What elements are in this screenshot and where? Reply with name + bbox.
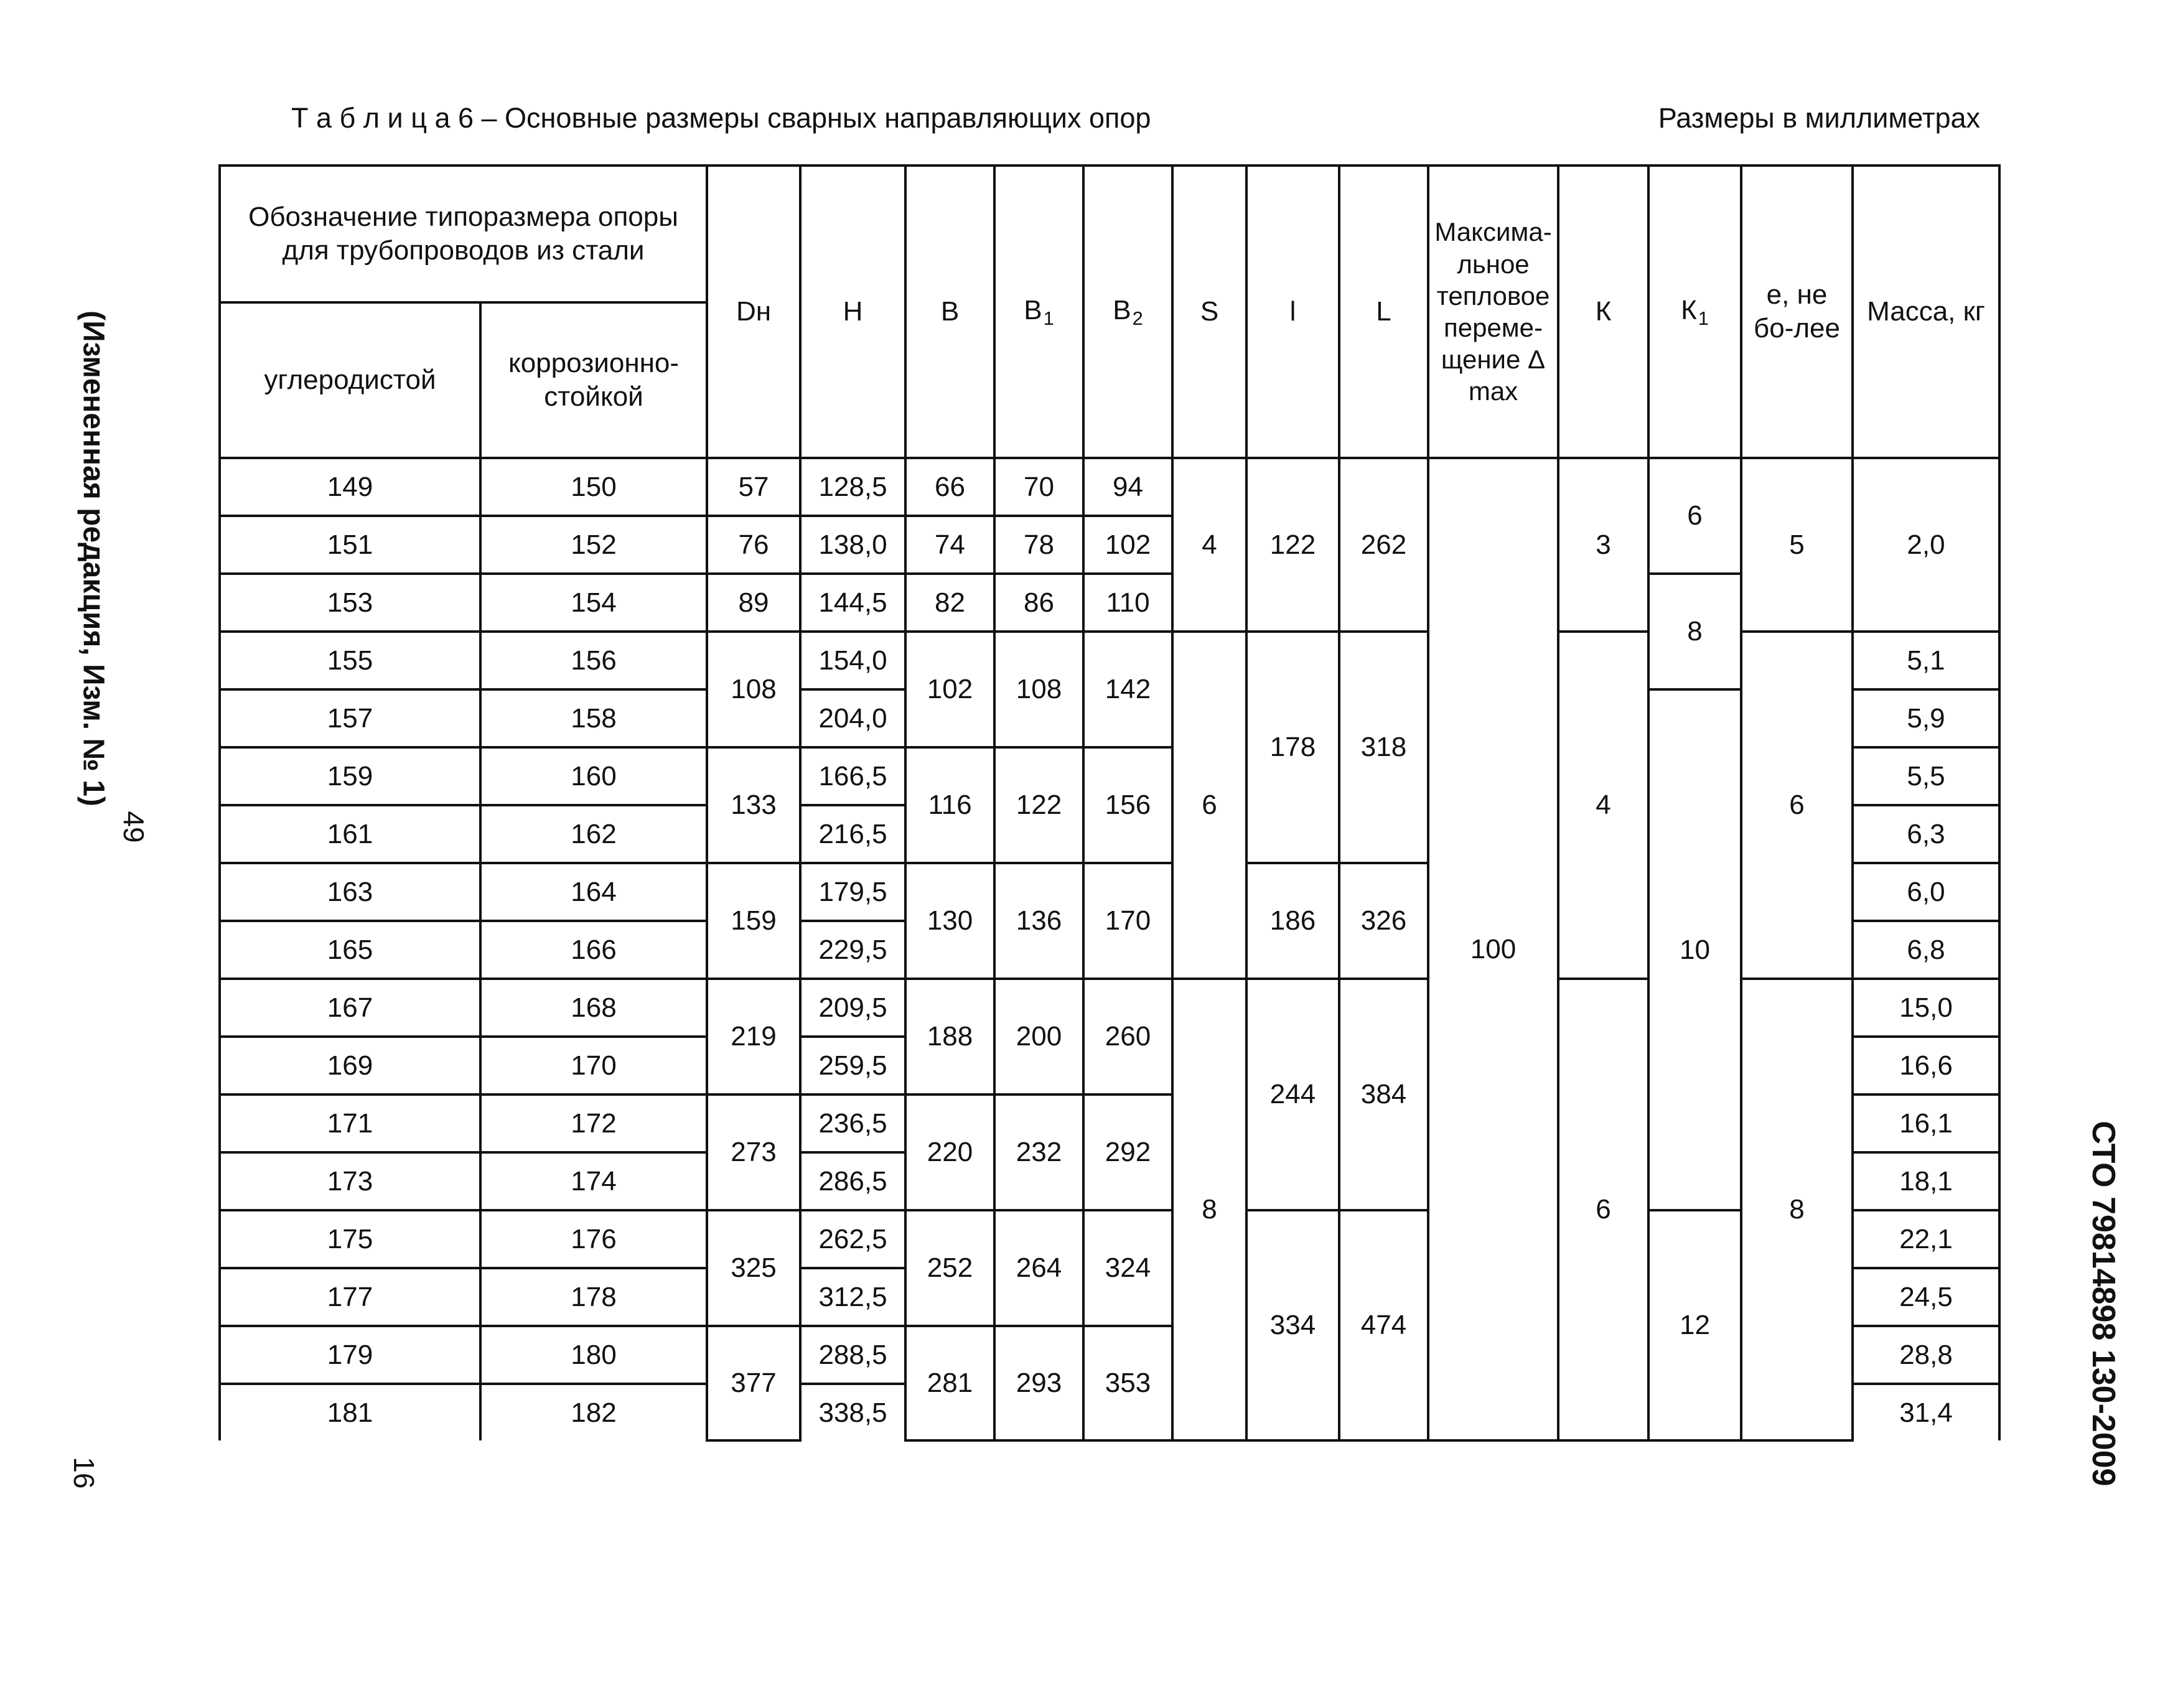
cell-l-small: 244 [1246, 979, 1339, 1210]
revision-note: (Измененная редакция, Изм. № 1) [77, 310, 110, 806]
cell-h: 286,5 [800, 1152, 905, 1210]
cell-b: 66 [905, 458, 994, 516]
cell-l-small: 178 [1246, 632, 1339, 863]
cell-dn: 219 [707, 979, 800, 1094]
cell-e: 8 [1741, 979, 1853, 1440]
cell-stainless: 182 [480, 1384, 707, 1440]
cell-carbon: 153 [220, 574, 480, 632]
cell-b: 252 [905, 1210, 994, 1326]
cell-b2: 292 [1083, 1094, 1172, 1210]
cell-mass: 31,4 [1853, 1384, 1999, 1440]
cell-b: 74 [905, 516, 994, 574]
cell-e: 5 [1741, 458, 1853, 632]
header-b1-subscript: 1 [1043, 307, 1054, 329]
table-row [220, 1210, 1999, 1268]
cell-carbon: 169 [220, 1037, 480, 1094]
cell-mass: 28,8 [1853, 1326, 1999, 1384]
cell-carbon: 171 [220, 1094, 480, 1152]
cell-mass: 6,8 [1853, 921, 1999, 979]
cell-mass: 5,9 [1853, 689, 1999, 747]
table-body [220, 458, 1999, 1440]
document-code: СТО 79814898 130-2009 [2085, 1121, 2121, 1486]
cell-b1: 122 [994, 747, 1083, 863]
cell-stainless: 160 [480, 747, 707, 805]
cell-dn: 159 [707, 863, 800, 979]
header-l-small: l [1246, 166, 1339, 458]
cell-b2: 156 [1083, 747, 1172, 863]
cell-b: 116 [905, 747, 994, 863]
cell-b1: 264 [994, 1210, 1083, 1326]
header-designation: Обозначение типоразмера опоры для трубопроводов из стали [220, 166, 707, 302]
header-carbon: углеродистой [220, 302, 480, 458]
table-row [220, 458, 1999, 516]
cell-stainless: 176 [480, 1210, 707, 1268]
cell-dn: 89 [707, 574, 800, 632]
cell-stainless: 164 [480, 863, 707, 921]
cell-b1: 86 [994, 574, 1083, 632]
cell-b: 188 [905, 979, 994, 1094]
cell-b1: 232 [994, 1094, 1083, 1210]
cell-dn: 133 [707, 747, 800, 863]
cell-mass: 16,6 [1853, 1037, 1999, 1094]
units-caption: Размеры в миллиметрах [1658, 102, 1980, 134]
cell-k: 3 [1558, 458, 1648, 632]
cell-b: 130 [905, 863, 994, 979]
cell-mass: 5,5 [1853, 747, 1999, 805]
cell-k: 6 [1558, 979, 1648, 1440]
cell-carbon: 167 [220, 979, 480, 1037]
cell-h: 259,5 [800, 1037, 905, 1094]
cell-dn: 273 [707, 1094, 800, 1210]
cell-l-small: 186 [1246, 863, 1339, 979]
cell-h: 128,5 [800, 458, 905, 516]
cell-stainless: 178 [480, 1268, 707, 1326]
cell-stainless: 152 [480, 516, 707, 574]
cell-mass: 24,5 [1853, 1268, 1999, 1326]
cell-stainless: 162 [480, 805, 707, 863]
cell-dn: 76 [707, 516, 800, 574]
cell-carbon: 157 [220, 689, 480, 747]
cell-b2: 260 [1083, 979, 1172, 1094]
header-e: е, не бо-лее [1741, 166, 1853, 458]
cell-h: 216,5 [800, 805, 905, 863]
cell-dn: 57 [707, 458, 800, 516]
cell-s: 4 [1172, 458, 1246, 632]
cell-carbon: 161 [220, 805, 480, 863]
header-s: S [1172, 166, 1246, 458]
header-k1 [1648, 166, 1741, 458]
cell-b1: 293 [994, 1326, 1083, 1440]
header-dn: Dн [707, 166, 800, 458]
header-mass: Масса, кг [1853, 166, 1999, 458]
header-b2-letter: B [1113, 294, 1131, 325]
cell-stainless: 154 [480, 574, 707, 632]
cell-b2: 102 [1083, 516, 1172, 574]
cell-mass: 18,1 [1853, 1152, 1999, 1210]
cell-b1: 78 [994, 516, 1083, 574]
cell-b2: 353 [1083, 1326, 1172, 1440]
header-l-big: L [1339, 166, 1428, 458]
cell-h: 229,5 [800, 921, 905, 979]
cell-k1: 8 [1648, 574, 1741, 689]
cell-stainless: 156 [480, 632, 707, 689]
cell-b1: 200 [994, 979, 1083, 1094]
page-number-16: 16 [68, 1457, 100, 1489]
cell-carbon: 179 [220, 1326, 480, 1384]
cell-b2: 110 [1083, 574, 1172, 632]
cell-carbon: 175 [220, 1210, 480, 1268]
cell-h: 166,5 [800, 747, 905, 805]
header-max-displacement: Максима-льное тепловое переме-щение Δ max [1428, 166, 1558, 458]
cell-mass: 15,0 [1853, 979, 1999, 1037]
cell-h: 236,5 [800, 1094, 905, 1152]
cell-stainless: 180 [480, 1326, 707, 1384]
cell-k: 4 [1558, 632, 1648, 979]
cell-l-big: 262 [1339, 458, 1428, 632]
cell-mass: 2,0 [1853, 458, 1999, 632]
cell-l-big: 474 [1339, 1210, 1428, 1440]
cell-b: 220 [905, 1094, 994, 1210]
cell-h: 209,5 [800, 979, 905, 1037]
cell-b1: 136 [994, 863, 1083, 979]
cell-e: 6 [1741, 632, 1853, 979]
cell-b1: 108 [994, 632, 1083, 747]
cell-l-big: 326 [1339, 863, 1428, 979]
header-k: К [1558, 166, 1648, 458]
cell-dn: 377 [707, 1326, 800, 1440]
cell-l-big: 384 [1339, 979, 1428, 1210]
cell-stainless: 158 [480, 689, 707, 747]
cell-carbon: 151 [220, 516, 480, 574]
cell-mass: 6,3 [1853, 805, 1999, 863]
table-caption: Т а б л и ц а 6 – Основные размеры сварных направляющих опор [291, 102, 1151, 134]
cell-stainless: 150 [480, 458, 707, 516]
cell-b: 102 [905, 632, 994, 747]
cell-carbon: 181 [220, 1384, 480, 1440]
cell-carbon: 173 [220, 1152, 480, 1210]
cell-h: 312,5 [800, 1268, 905, 1326]
header-k1-letter: К [1681, 294, 1697, 325]
cell-carbon: 163 [220, 863, 480, 921]
cell-stainless: 174 [480, 1152, 707, 1210]
cell-stainless: 168 [480, 979, 707, 1037]
dimensions-table [218, 164, 2001, 1442]
cell-carbon: 165 [220, 921, 480, 979]
cell-b: 281 [905, 1326, 994, 1440]
cell-b2: 324 [1083, 1210, 1172, 1326]
header-b: B [905, 166, 994, 458]
cell-stainless: 170 [480, 1037, 707, 1094]
header-b1-letter: B [1024, 294, 1042, 325]
header-stainless: коррозионно-стойкой [480, 302, 707, 458]
cell-carbon: 155 [220, 632, 480, 689]
cell-dn: 325 [707, 1210, 800, 1326]
cell-s: 8 [1172, 979, 1246, 1440]
cell-h: 204,0 [800, 689, 905, 747]
page-number-49: 49 [118, 811, 150, 843]
cell-max-displacement: 100 [1428, 458, 1558, 1440]
cell-l-big: 318 [1339, 632, 1428, 863]
cell-mass: 5,1 [1853, 632, 1999, 689]
cell-k1: 6 [1648, 458, 1741, 574]
cell-h: 154,0 [800, 632, 905, 689]
cell-h: 262,5 [800, 1210, 905, 1268]
cell-b2: 170 [1083, 863, 1172, 979]
cell-l-small: 122 [1246, 458, 1339, 632]
cell-carbon: 149 [220, 458, 480, 516]
cell-stainless: 166 [480, 921, 707, 979]
cell-carbon: 159 [220, 747, 480, 805]
cell-h: 144,5 [800, 574, 905, 632]
cell-s: 6 [1172, 632, 1246, 979]
header-b1 [994, 166, 1083, 458]
header-b2 [1083, 166, 1172, 458]
cell-h: 179,5 [800, 863, 905, 921]
cell-b2: 142 [1083, 632, 1172, 747]
cell-carbon: 177 [220, 1268, 480, 1326]
header-k1-subscript: 1 [1698, 307, 1709, 329]
cell-mass: 16,1 [1853, 1094, 1999, 1152]
cell-mass: 22,1 [1853, 1210, 1999, 1268]
cell-stainless: 172 [480, 1094, 707, 1152]
cell-l-small: 334 [1246, 1210, 1339, 1440]
cell-k1: 12 [1648, 1210, 1741, 1440]
cell-b2: 94 [1083, 458, 1172, 516]
cell-b: 82 [905, 574, 994, 632]
cell-mass: 6,0 [1853, 863, 1999, 921]
header-b2-subscript: 2 [1132, 307, 1143, 329]
cell-h: 338,5 [800, 1384, 905, 1440]
cell-k1: 10 [1648, 689, 1741, 1210]
cell-h: 288,5 [800, 1326, 905, 1384]
cell-dn: 108 [707, 632, 800, 747]
cell-h: 138,0 [800, 516, 905, 574]
cell-b1: 70 [994, 458, 1083, 516]
table-row [220, 574, 1999, 632]
header-h: H [800, 166, 905, 458]
